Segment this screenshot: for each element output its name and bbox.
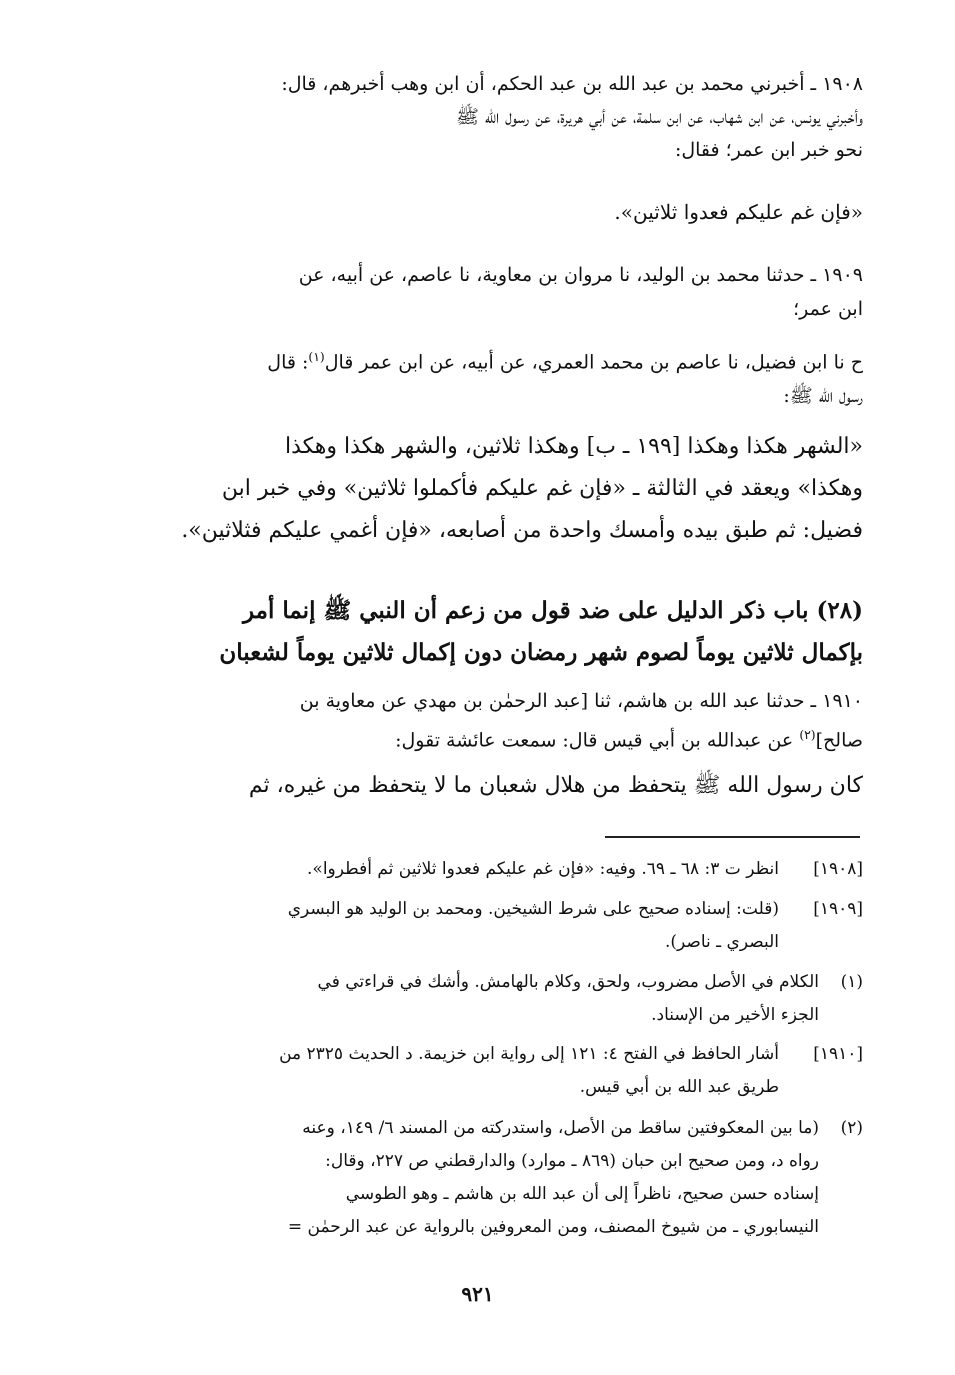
text-line: ١٩٠٨ ـ أخبرني محمد بن عبد الله بن عبد الحكم، أن ابن وهب أخبرهم، قال: xyxy=(281,73,863,95)
text-line xyxy=(118,340,863,379)
footnote-label: [١٩٠٩] xyxy=(813,899,863,919)
hadith-1909-second-isnad xyxy=(118,340,863,413)
chapter-heading xyxy=(118,590,863,674)
footnote-1909 xyxy=(118,893,863,959)
footnote-marker: (٢) xyxy=(799,728,816,742)
footnote-1908 xyxy=(118,853,863,886)
text-line: وأخبرني يونس، عن ابن شهاب، عن ابن سلمة، عن أبي هريرة، عن رسول الله ﷺ xyxy=(455,106,863,128)
footnote-line: أشار الحافظ في الفتح ٤: ١٢١ إلى رواية ابن خزيمة. د الحديث ٢٣٢٥ من xyxy=(279,1044,779,1064)
hadith-1908-matn xyxy=(118,195,863,229)
footnote-marker: (١) xyxy=(308,350,325,364)
text-line: «فإن غم عليكم فعدوا ثلاثين». xyxy=(614,200,863,224)
text-segment: صالح] xyxy=(815,729,863,752)
footnote-separator xyxy=(605,836,860,838)
footnote-label: [١٩١٠] xyxy=(813,1044,863,1064)
hadith-1909-matn xyxy=(118,426,863,552)
footnote-line: (قلت: إسناده صحيح على شرط الشيخين. ومحمد بن الوليد هو البسري xyxy=(287,899,779,919)
text-line: ابن عمر؛ xyxy=(793,298,863,320)
text-line: رسول الله ﷺ: xyxy=(783,385,863,408)
text-line: نحو خبر ابن عمر؛ فقال: xyxy=(674,139,863,161)
footnote-line: النيسابوري ـ من شيوخ المصنف، ومن المعروفين بالرواية عن عبد الرحمٰن = xyxy=(287,1217,819,1237)
text-segment: عن عبدالله بن أبي قيس قال: سمعت عائشة تقول: xyxy=(395,729,800,752)
page-number: ٩٢١ xyxy=(461,1282,494,1306)
hadith-1909-isnad xyxy=(118,258,863,326)
heading-line: بإكمال ثلاثين يوماً لصوم شهر رمضان دون إكمال ثلاثين يوماً لشعبان xyxy=(219,639,863,666)
text-line: فضيل: ثم طبق بيده وأمسك واحدة من أصابعه، «فإن أغمي عليكم فثلاثين». xyxy=(181,518,863,543)
footnote-line: طريق عبد الله بن أبي قيس. xyxy=(579,1077,779,1097)
footnote-label: (١) xyxy=(840,972,863,992)
footnote-label: [١٩٠٨] xyxy=(813,859,863,879)
footnote-line: إسناده حسن صحيح، ناظراً إلى أن عبد الله بن هاشم ـ وهو الطوسي xyxy=(345,1184,819,1204)
footnote-line: الجزء الأخير من الإسناد. xyxy=(651,1005,819,1025)
text-segment: : قال xyxy=(267,351,309,374)
footnote-line: الكلام في الأصل مضروب، ولحق، وكلام بالهامش. وأشك في قراءتي في xyxy=(317,972,819,992)
text-line xyxy=(118,718,863,757)
heading-line: (٢٨) باب ذكر الدليل على ضد قول من زعم أن النبي ﷺ إنما أمر xyxy=(242,597,863,624)
text-line: ١٩٠٩ ـ حدثنا محمد بن الوليد، نا مروان بن معاوية، نا عاصم، عن أبيه، عن xyxy=(298,264,863,286)
footnote-line: انظر ت ٣: ٦٨ ـ ٦٩. وفيه: «فإن غم عليكم فعدوا ثلاثين ثم أفطروا». xyxy=(307,859,779,879)
hadith-1910-matn xyxy=(118,766,863,806)
text-segment: ح نا ابن فضيل، نا عاصم بن محمد العمري، عن أبيه، عن ابن عمر قال xyxy=(324,351,863,374)
footnote-line: البصري ـ ناصر). xyxy=(664,932,779,952)
text-line: وهكذا» ويعقد في الثالثة ـ «فإن غم عليكم فأكملوا ثلاثين» وفي خبر ابن xyxy=(221,476,863,501)
text-line: كان رسول الله ﷺ يتحفظ من هلال شعبان ما لا يتحفظ من غيره، ثم xyxy=(248,773,863,798)
hadith-1910-isnad xyxy=(118,684,863,757)
text-line: «الشهر هكذا وهكذا [١٩٩ ـ ب] وهكذا ثلاثين، والشهر هكذا وهكذا xyxy=(284,434,863,459)
hadith-1908-isnad xyxy=(118,68,863,167)
footnote-1 xyxy=(118,966,863,1032)
footnote-line: رواه د، ومن صحيح ابن حبان (٨٦٩ ـ موارد) والدارقطني ص ٢٢٧، وقال: xyxy=(325,1151,819,1171)
footnote-2 xyxy=(118,1112,863,1244)
footnote-line: (ما بين المعكوفتين ساقط من الأصل، واستدركته من المسند ٦/ ١٤٩، وعنه xyxy=(302,1118,819,1138)
footnote-label: (٢) xyxy=(840,1118,863,1138)
text-line: ١٩١٠ ـ حدثنا عبد الله بن هاشم، ثنا [عبد الرحمٰن بن مهدي عن معاوية بن xyxy=(299,690,863,712)
footnote-1910 xyxy=(118,1038,863,1104)
